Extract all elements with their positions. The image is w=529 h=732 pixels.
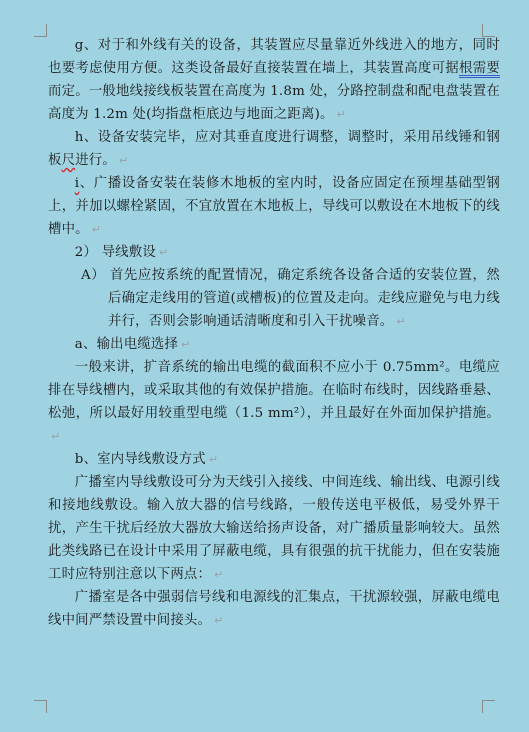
section2-heading-text: 2） 导线敷设 [74, 245, 156, 260]
paragraph-mark-icon: ↵ [396, 315, 406, 328]
section2-heading [48, 241, 500, 264]
paragraph-mark-icon: ↵ [91, 223, 102, 236]
paragraph-i [48, 172, 500, 241]
item-a [48, 264, 500, 333]
sub-a-heading [48, 333, 500, 356]
paragraph-h-part2: 进行。 [75, 153, 116, 168]
sub-b-body-2 [48, 586, 500, 632]
paragraph-g-part2: 而定。一般地线接线板装置在高度为 1.8m 处，分路控制盘和配电盘装置在高度为 1.2m 处(均指盘柜底边与地面之距离)。 [48, 84, 500, 122]
sub-b-body-1-text: 广播室内导线敷设可分为天线引入接线、中间连线、输出线、电源引线和接地线敷设。输入放大器的信号线路，一般传送电平极低，易受外界干扰，产生干扰后经放大器放大输送给扬声设备，对广播质量影响较大。虽然此类线路已在设计中采用了屏蔽电缆，具有很强的抗干扰能力，但在安装施工时应特别注意以下两点： [48, 475, 500, 582]
sub-a-heading-text: a、输出电缆选择 [74, 337, 179, 352]
paragraph-mark-icon: ↵ [181, 338, 191, 351]
sub-b-body-2-text: 广播室是各中强弱信号线和电源线的汇集点，干扰源较强，屏蔽电缆电线中间严禁设置中间接头。 [48, 590, 500, 628]
paragraph-h-part1: h、设备安装完毕，应对其垂直度进行调整，调整时，采用吊线锤和钢板 [48, 130, 500, 168]
sub-a-body-text: 一般来讲，扩音系统的输出电缆的截面积不应小于 0.75mm²。电缆应排在导线槽内，或采取其他的有效保护措施。在临时布线时，因线路垂悬、松弛，所以最好用较重型电缆（1.5 mm²），并且最好在外面加保护措施。 [48, 360, 500, 421]
paragraph-i-body: 、广播设备安装在装修木地板的室内时，设备应固定在预埋基础型钢上，并加以螺栓紧固，不宜放置在木地板上，导线可以敷设在木地板下的线槽中。 [48, 176, 500, 237]
paragraph-mark-icon: ↵ [214, 568, 224, 581]
sub-b-heading [48, 448, 500, 471]
paragraph-g-part1: g、对于和外线有关的设备，其装置应尽量靠近外线进入的地方，同时也要考虑使用方便。这类设备最好直接装置在墙上，其装置高度可据 [48, 38, 500, 76]
crop-mark-bottom-right [482, 700, 495, 713]
spelling-flag-letter[interactable]: i [74, 176, 80, 191]
grammar-flag-phrase[interactable]: 根需要 [459, 61, 500, 76]
spelling-flag-word[interactable]: 尺 [61, 153, 76, 168]
paragraph-mark-icon: ↵ [208, 453, 219, 466]
sub-b-body-1 [48, 471, 500, 586]
paragraph-mark-icon: ↵ [118, 154, 129, 167]
sub-a-body [48, 356, 500, 448]
paragraph-mark-icon: ↵ [336, 108, 347, 121]
paragraph-mark-icon: ↵ [158, 246, 169, 259]
paragraph-g [48, 34, 500, 126]
crop-mark-top-left [34, 24, 47, 37]
item-a-text: A） 首先应按系统的配置情况，确定系统各设备合适的安装位置，然后确定走线用的管道(或槽板)的位置及走向。走线应避免与电力线并行，否则会影响通话清晰度和引入干扰噪音。 [81, 268, 500, 329]
paragraph-h [48, 126, 500, 172]
paragraph-mark-icon: ↵ [51, 430, 61, 443]
document-body[interactable] [48, 34, 500, 632]
sub-b-heading-text: b、室内导线敷设方式 [74, 452, 206, 467]
crop-mark-bottom-left [34, 700, 47, 713]
paragraph-mark-icon: ↵ [214, 614, 224, 627]
